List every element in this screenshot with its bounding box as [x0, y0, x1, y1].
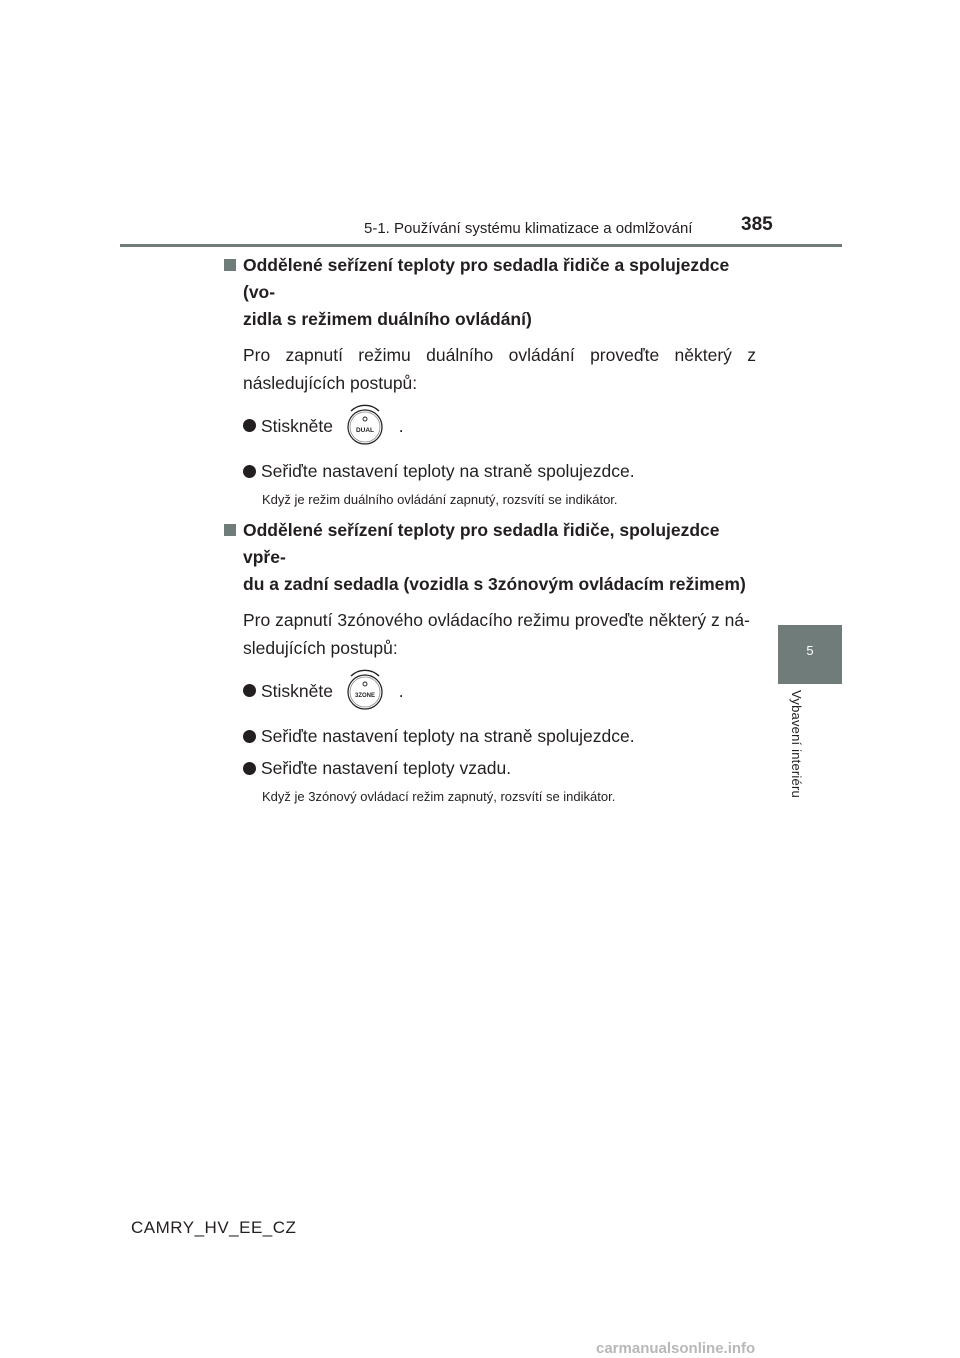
bullet-dot-icon: [243, 419, 256, 432]
dual-button-label: DUAL: [355, 427, 374, 435]
footer-model-code: CAMRY_HV_EE_CZ: [131, 1218, 297, 1237]
bullet-dot-icon: [243, 684, 256, 697]
page-header-title: 5-1. Používání systému klimatizace a odmlžování: [364, 220, 693, 237]
3zone-button-label: 3ZONE: [354, 693, 375, 700]
bullet-text: Seřiďte nastavení teploty na straně spolujezdce.: [261, 726, 635, 746]
bullet-text: Stiskněte: [261, 681, 333, 701]
page-number: 385: [741, 214, 773, 235]
section-dual-mode: [222, 252, 756, 509]
section-intro: Pro zapnutí režimu duálního ovládání proveďte některý z následujících postupů:: [243, 345, 756, 393]
chapter-title: Vybavení interiéru: [789, 690, 804, 798]
header-divider: [120, 244, 842, 247]
3zone-button-icon: [342, 667, 388, 713]
bullet-passenger-temp: [243, 457, 756, 485]
page-content: [222, 252, 756, 806]
bullet-text-end: .: [398, 681, 404, 701]
bullet-dot-icon: [243, 465, 256, 478]
section-intro: Pro zapnutí 3zónového ovládacího režimu proveďte některý z ná- sledujících postupů:: [243, 610, 750, 658]
bullet-dot-icon: [243, 762, 256, 775]
bullet-rear-temp: [243, 754, 756, 782]
watermark: carmanualsonline.info: [596, 1340, 756, 1357]
section-heading-text: Oddělené seřízení teploty pro sedadla řidiče, spolujezdce vpře- du a zadní sedadla (vozidla s 3zónovým ovládacím režimem): [243, 520, 746, 594]
section-note: Když je 3zónový ovládací režim zapnutý, rozsvítí se indikátor.: [262, 789, 616, 804]
bullet-press-3zone: [243, 668, 756, 714]
bullet-passenger-temp: [243, 722, 756, 750]
chapter-tab: [778, 625, 842, 684]
section-heading: [222, 517, 756, 598]
bullet-text: Seřiďte nastavení teploty na straně spolujezdce.: [261, 461, 635, 481]
bullet-press-dual: [243, 403, 756, 449]
section-heading-text: Oddělené seřízení teploty pro sedadla řidiče a spolujezdce (vo- zidla s režimem duálního ovládání): [243, 255, 730, 329]
section-square-icon: [224, 259, 236, 271]
section-heading: [222, 252, 756, 333]
bullet-dot-icon: [243, 730, 256, 743]
bullet-text: Seřiďte nastavení teploty vzadu.: [261, 758, 512, 778]
section-note: Když je režim duálního ovládání zapnutý, rozsvítí se indikátor.: [262, 492, 618, 507]
bullet-text-end: .: [398, 416, 404, 436]
section-square-icon: [224, 524, 236, 536]
chapter-number: 5: [806, 643, 814, 658]
bullet-text: Stiskněte: [261, 416, 333, 436]
section-3zone-mode: [222, 517, 756, 806]
dual-button-icon: [342, 402, 388, 448]
